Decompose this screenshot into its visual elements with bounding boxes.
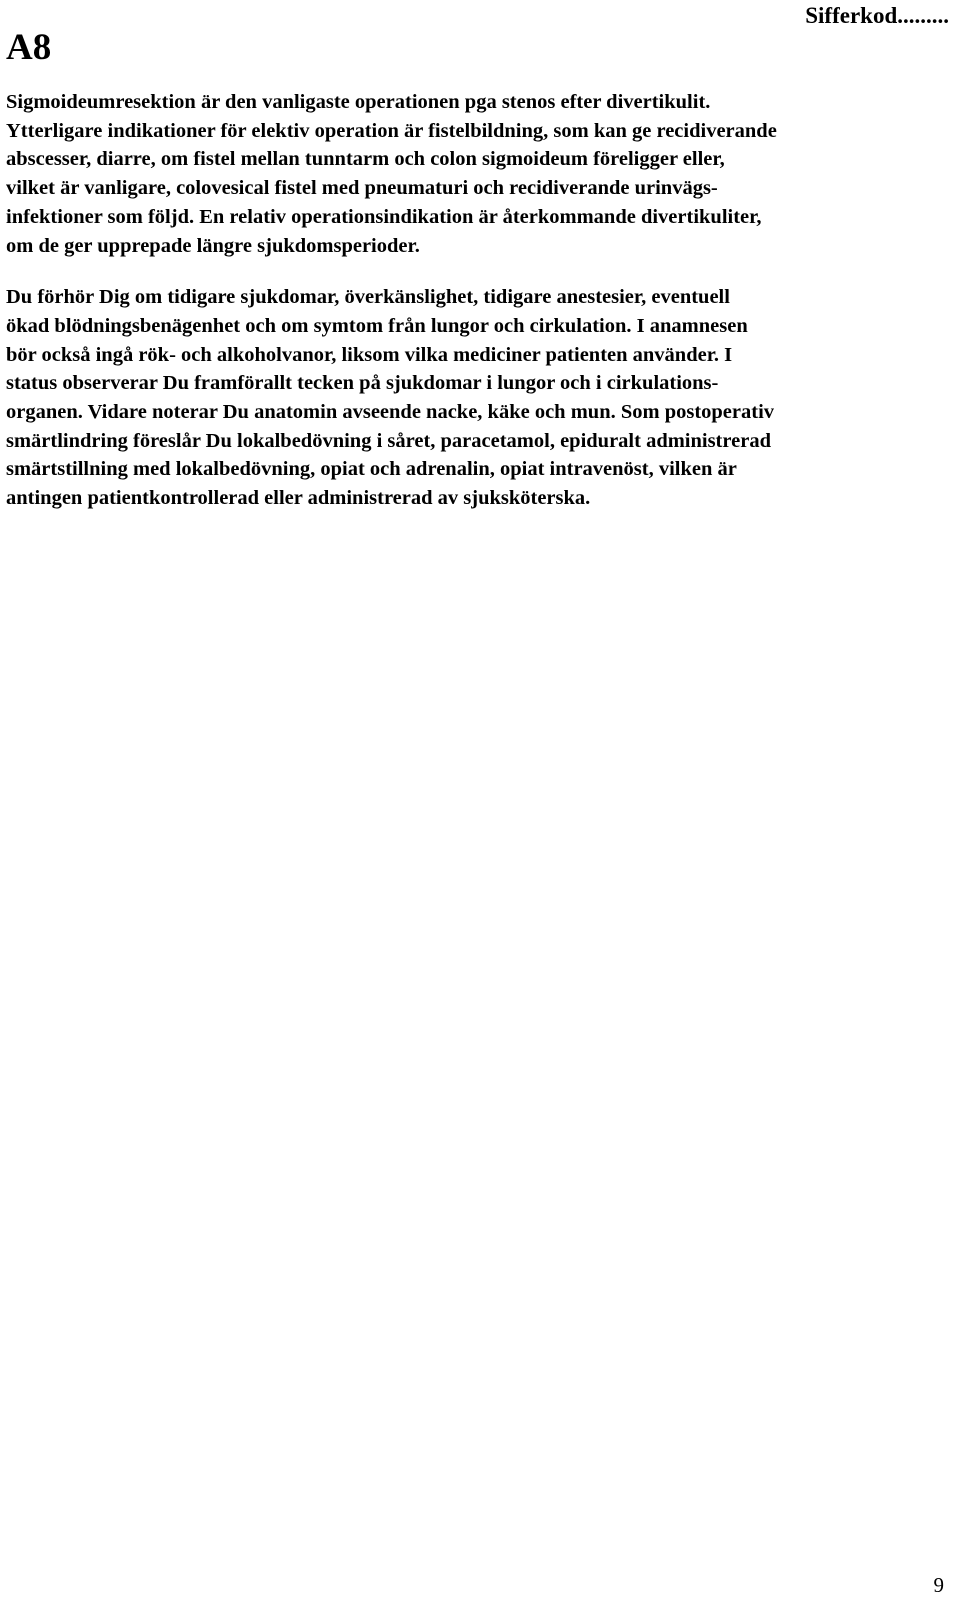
page-number: 9 <box>933 1573 944 1597</box>
text-line: ökad blödningsbenägenhet och om symtom från lungor och cirkulation. I anamnesen <box>6 314 748 337</box>
text-line: Du förhör Dig om tidigare sjukdomar, överkänslighet, tidigare anestesier, eventuell <box>6 286 730 309</box>
text-line: organen. Vidare noterar Du anatomin avseende nacke, käke och mun. Som postoperativ <box>6 401 775 424</box>
text-line: smärtlindring föreslår Du lokalbedövning i såret, paracetamol, epiduralt administrerad <box>6 429 771 452</box>
question-code: A8 <box>6 27 52 68</box>
text-line: Sigmoideumresektion är den vanligaste operationen pga stenos efter divertikulit. <box>6 91 711 113</box>
text-line: smärtstillning med lokalbedövning, opiat och adrenalin, opiat intravenöst, vilken är <box>6 458 737 481</box>
paragraph-indications <box>6 88 956 260</box>
paragraph-preoperative <box>6 283 956 513</box>
text-line: vilket är vanligare, colovesical fistel med pneumaturi och recidiverande urinvägs- <box>6 177 718 200</box>
text-line: status observerar Du framförallt tecken på sjukdomar i lungor och i cirkulations- <box>6 372 719 395</box>
text-line: abscesser, diarre, om fistel mellan tunntarm och colon sigmoideum föreligger eller, <box>6 148 725 171</box>
text-line: antingen patientkontrollerad eller administrerad av sjuksköterska. <box>6 487 591 510</box>
text-line: om de ger upprepade längre sjukdomsperioder. <box>6 234 420 257</box>
text-line: bör också ingå rök- och alkoholvanor, liksom vilka mediciner patienten använder. I <box>6 343 733 366</box>
text-line: Ytterligare indikationer för elektiv operation är fistelbildning, som kan ge recidiverande <box>6 119 777 142</box>
text-line: infektioner som följd. En relativ operationsindikation är återkommande divertikuliter, <box>6 205 762 228</box>
question-body <box>6 88 956 513</box>
sifferkod-field: Sifferkod......... <box>805 3 949 28</box>
